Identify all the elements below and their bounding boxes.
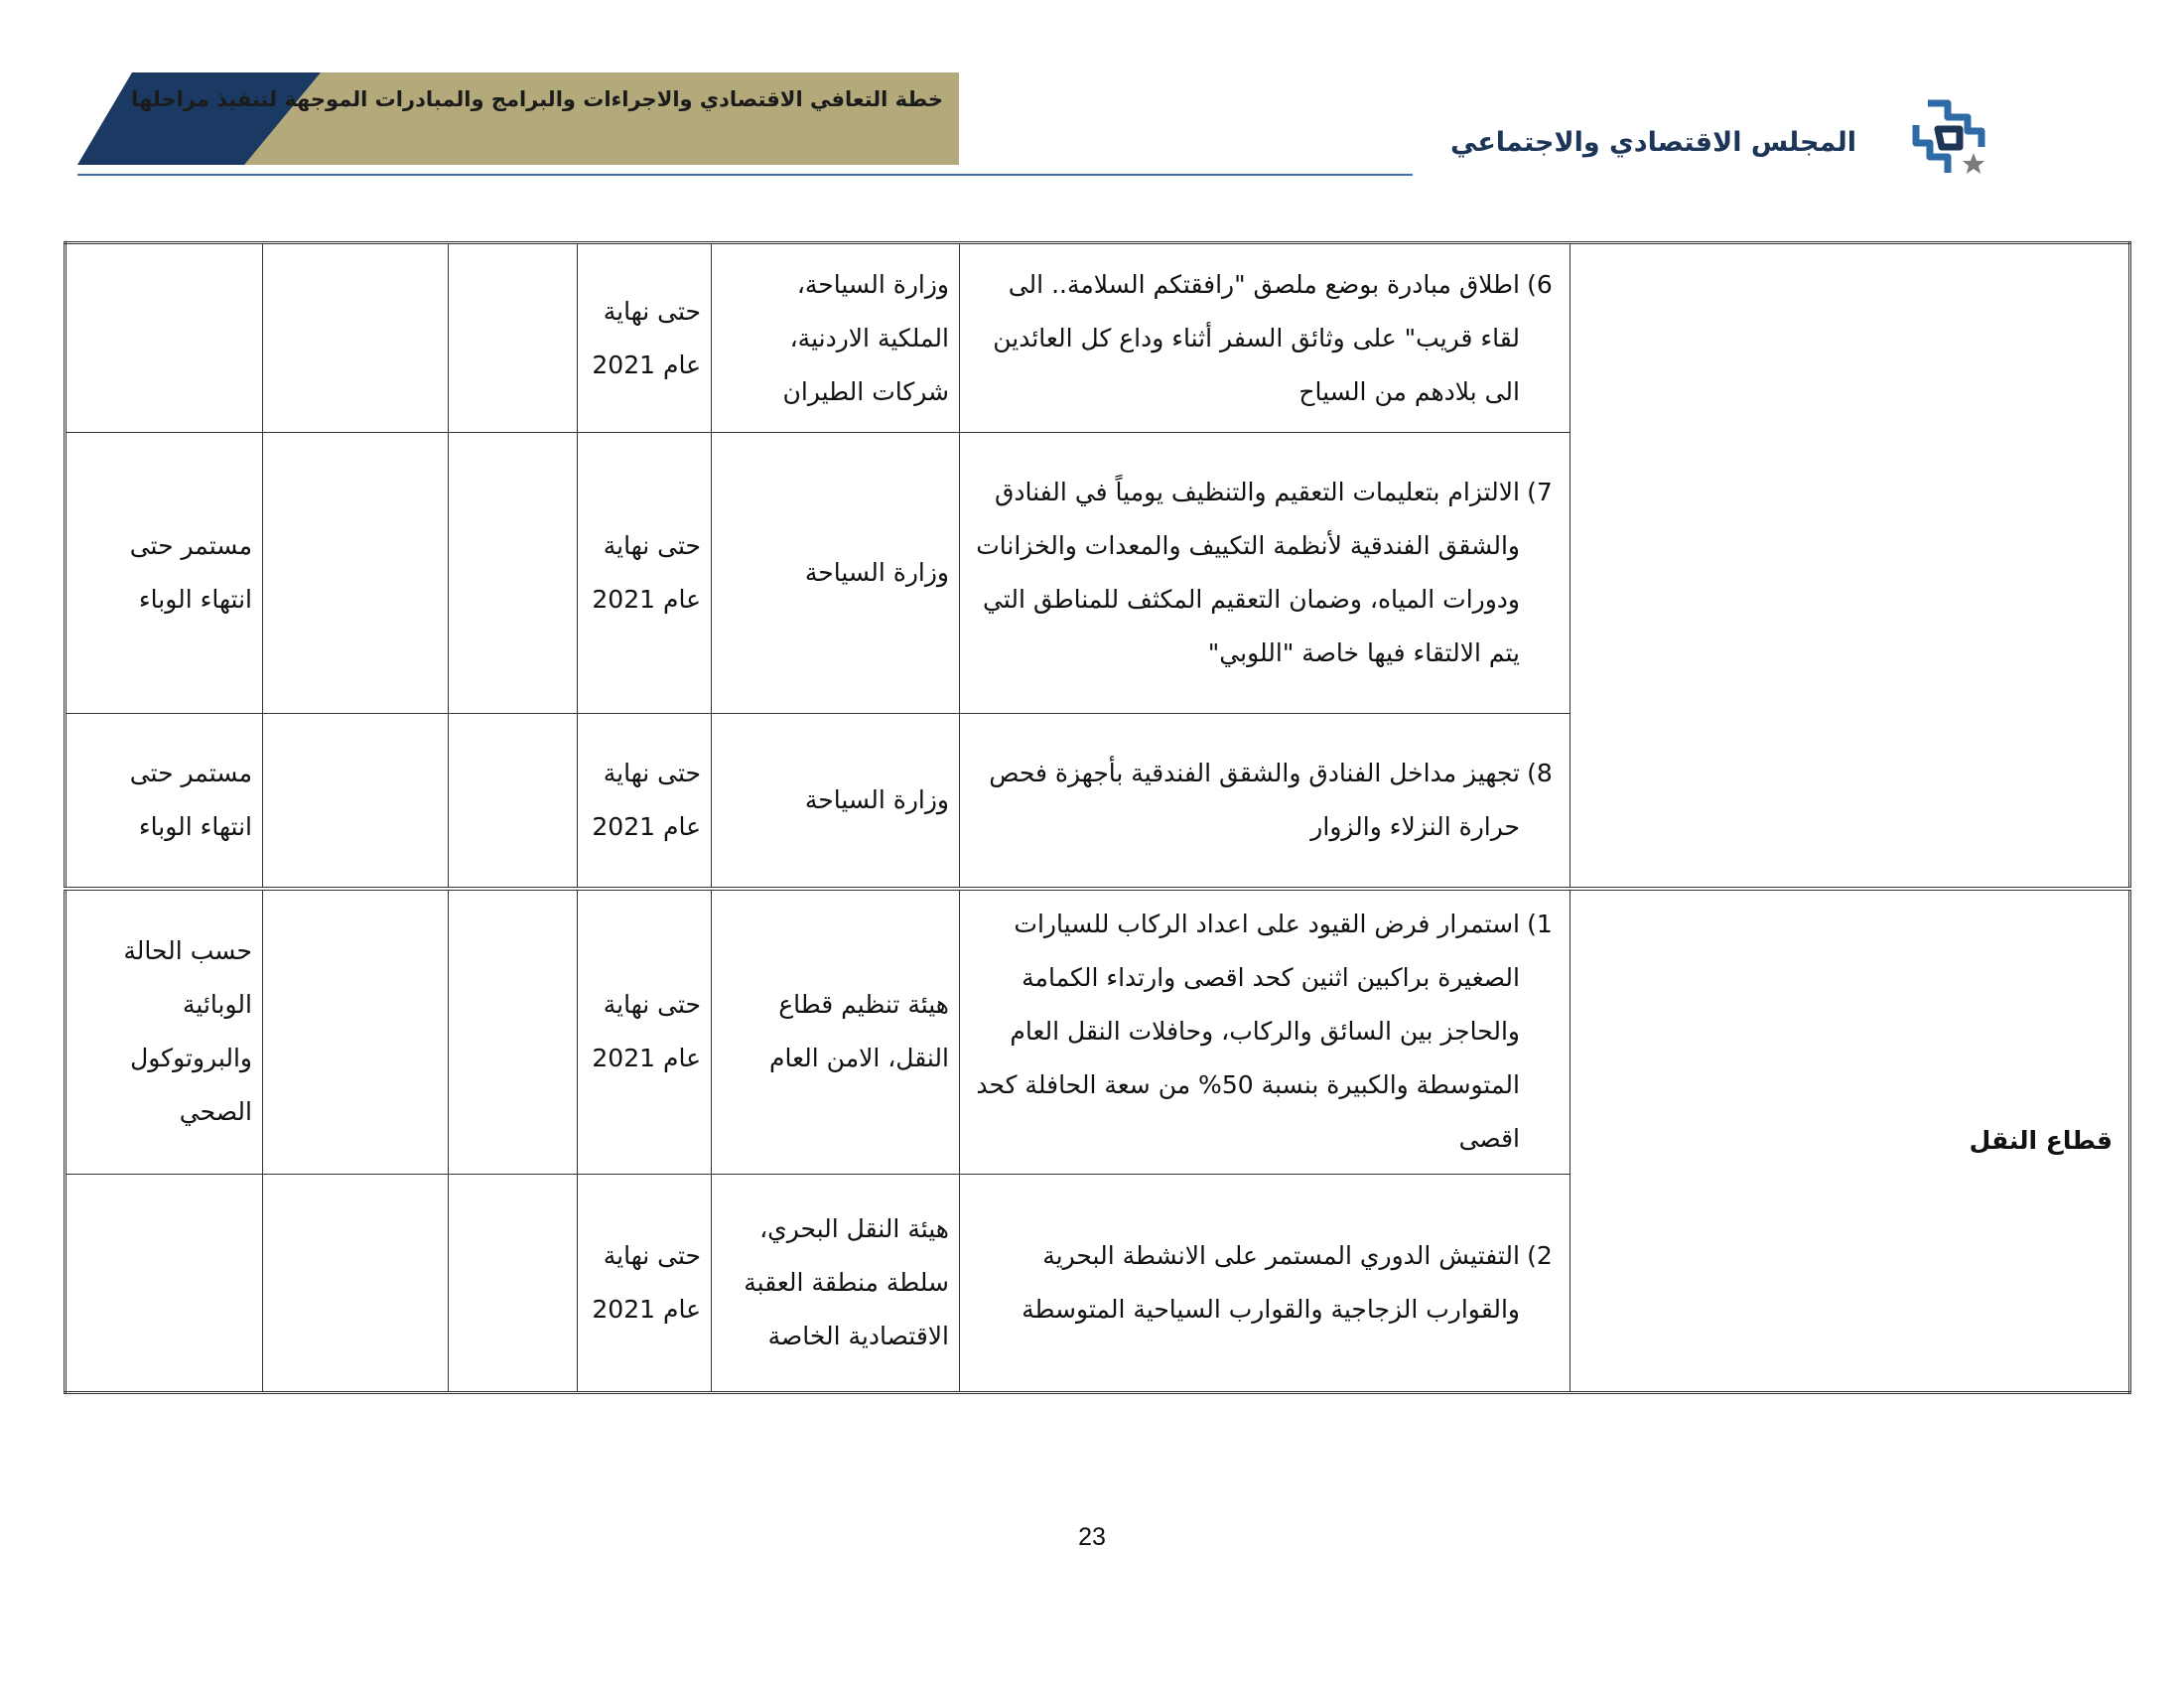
empty-cell bbox=[449, 243, 578, 433]
description-cell bbox=[960, 889, 1570, 1175]
notes-cell bbox=[66, 243, 263, 433]
sector-cell bbox=[1570, 243, 2130, 889]
notes-cell bbox=[66, 1175, 263, 1393]
timeline-cell: حتى نهاية عام 2021 bbox=[578, 1175, 712, 1393]
empty-cell bbox=[263, 714, 449, 889]
item-description: التفتيش الدوري المستمر على الانشطة البحرية والقوارب الزجاجية والقوارب السياحية المتوسطة bbox=[1022, 1241, 1520, 1324]
org-name: المجلس الاقتصادي والاجتماعي bbox=[1450, 127, 1856, 158]
description-cell bbox=[960, 1175, 1570, 1393]
entity-cell: وزارة السياحة، الملكية الاردنية، شركات الطيران bbox=[712, 243, 960, 433]
notes-cell: مستمر حتى انتهاء الوباء bbox=[66, 433, 263, 714]
empty-cell bbox=[449, 714, 578, 889]
description-cell bbox=[960, 243, 1570, 433]
council-logo-icon bbox=[1908, 95, 1993, 185]
entity-cell: هيئة تنظيم قطاع النقل، الامن العام bbox=[712, 889, 960, 1175]
empty-cell bbox=[449, 889, 578, 1175]
sector-cell: قطاع النقل bbox=[1570, 889, 2130, 1393]
description-cell bbox=[960, 433, 1570, 714]
item-number: 1) bbox=[1527, 910, 1553, 939]
item-number: 8) bbox=[1527, 758, 1553, 787]
empty-cell bbox=[449, 433, 578, 714]
empty-cell bbox=[449, 1175, 578, 1393]
item-number: 2) bbox=[1527, 1241, 1553, 1270]
timeline-cell: حتى نهاية عام 2021 bbox=[578, 433, 712, 714]
header-rule bbox=[77, 174, 1413, 176]
item-description: تجهيز مداخل الفنادق والشقق الفندقية بأجهزة فحص حرارة النزلاء والزوار bbox=[989, 758, 1520, 841]
timeline-cell: حتى نهاية عام 2021 bbox=[578, 243, 712, 433]
entity-cell: وزارة السياحة bbox=[712, 714, 960, 889]
timeline-cell: حتى نهاية عام 2021 bbox=[578, 714, 712, 889]
empty-cell bbox=[263, 433, 449, 714]
empty-cell bbox=[263, 243, 449, 433]
page-number: 23 bbox=[1078, 1523, 1106, 1551]
item-description: اطلاق مبادرة بوضع ملصق "رافقتكم السلامة.. الى لقاء قريب" على وثائق السفر أثناء وداع كل العائدين الى بلادهم من السياح bbox=[993, 269, 1520, 406]
item-description: الالتزام بتعليمات التعقيم والتنظيف يومياً في الفنادق والشقق الفندقية لأنظمة التكييف والمعدات والخزانات ودورات المياه، وضمان التعقيم المكثف للمناطق التي يتم الالتقاء فيها خاصة "اللوبي" bbox=[976, 478, 1520, 667]
notes-cell: حسب الحالة الوبائية والبروتوكول الصحي bbox=[66, 889, 263, 1175]
item-number: 6) bbox=[1527, 269, 1553, 299]
entity-cell: وزارة السياحة bbox=[712, 433, 960, 714]
notes-cell: مستمر حتى انتهاء الوباء bbox=[66, 714, 263, 889]
empty-cell bbox=[263, 1175, 449, 1393]
table-row bbox=[66, 889, 2130, 1175]
plan-table bbox=[64, 241, 2131, 1394]
item-number: 7) bbox=[1527, 478, 1553, 506]
header-title: خطة التعافي الاقتصادي والاجراءات والبرامج والمبادرات الموجهة لتنفيذ مراحلها bbox=[131, 87, 943, 111]
timeline-cell: حتى نهاية عام 2021 bbox=[578, 889, 712, 1175]
description-cell bbox=[960, 714, 1570, 889]
table-row bbox=[66, 243, 2130, 433]
empty-cell bbox=[263, 889, 449, 1175]
entity-cell: هيئة النقل البحري، سلطة منطقة العقبة الاقتصادية الخاصة bbox=[712, 1175, 960, 1393]
item-description: استمرار فرض القيود على اعداد الركاب للسيارات الصغيرة براكبين اثنين كحد اقصى وارتداء الكمامة والحاجز بين السائق والركاب، وحافلات النقل العام المتوسطة والكبيرة بنسبة 50% من سعة الحافلة كحد اقصى bbox=[976, 910, 1520, 1154]
